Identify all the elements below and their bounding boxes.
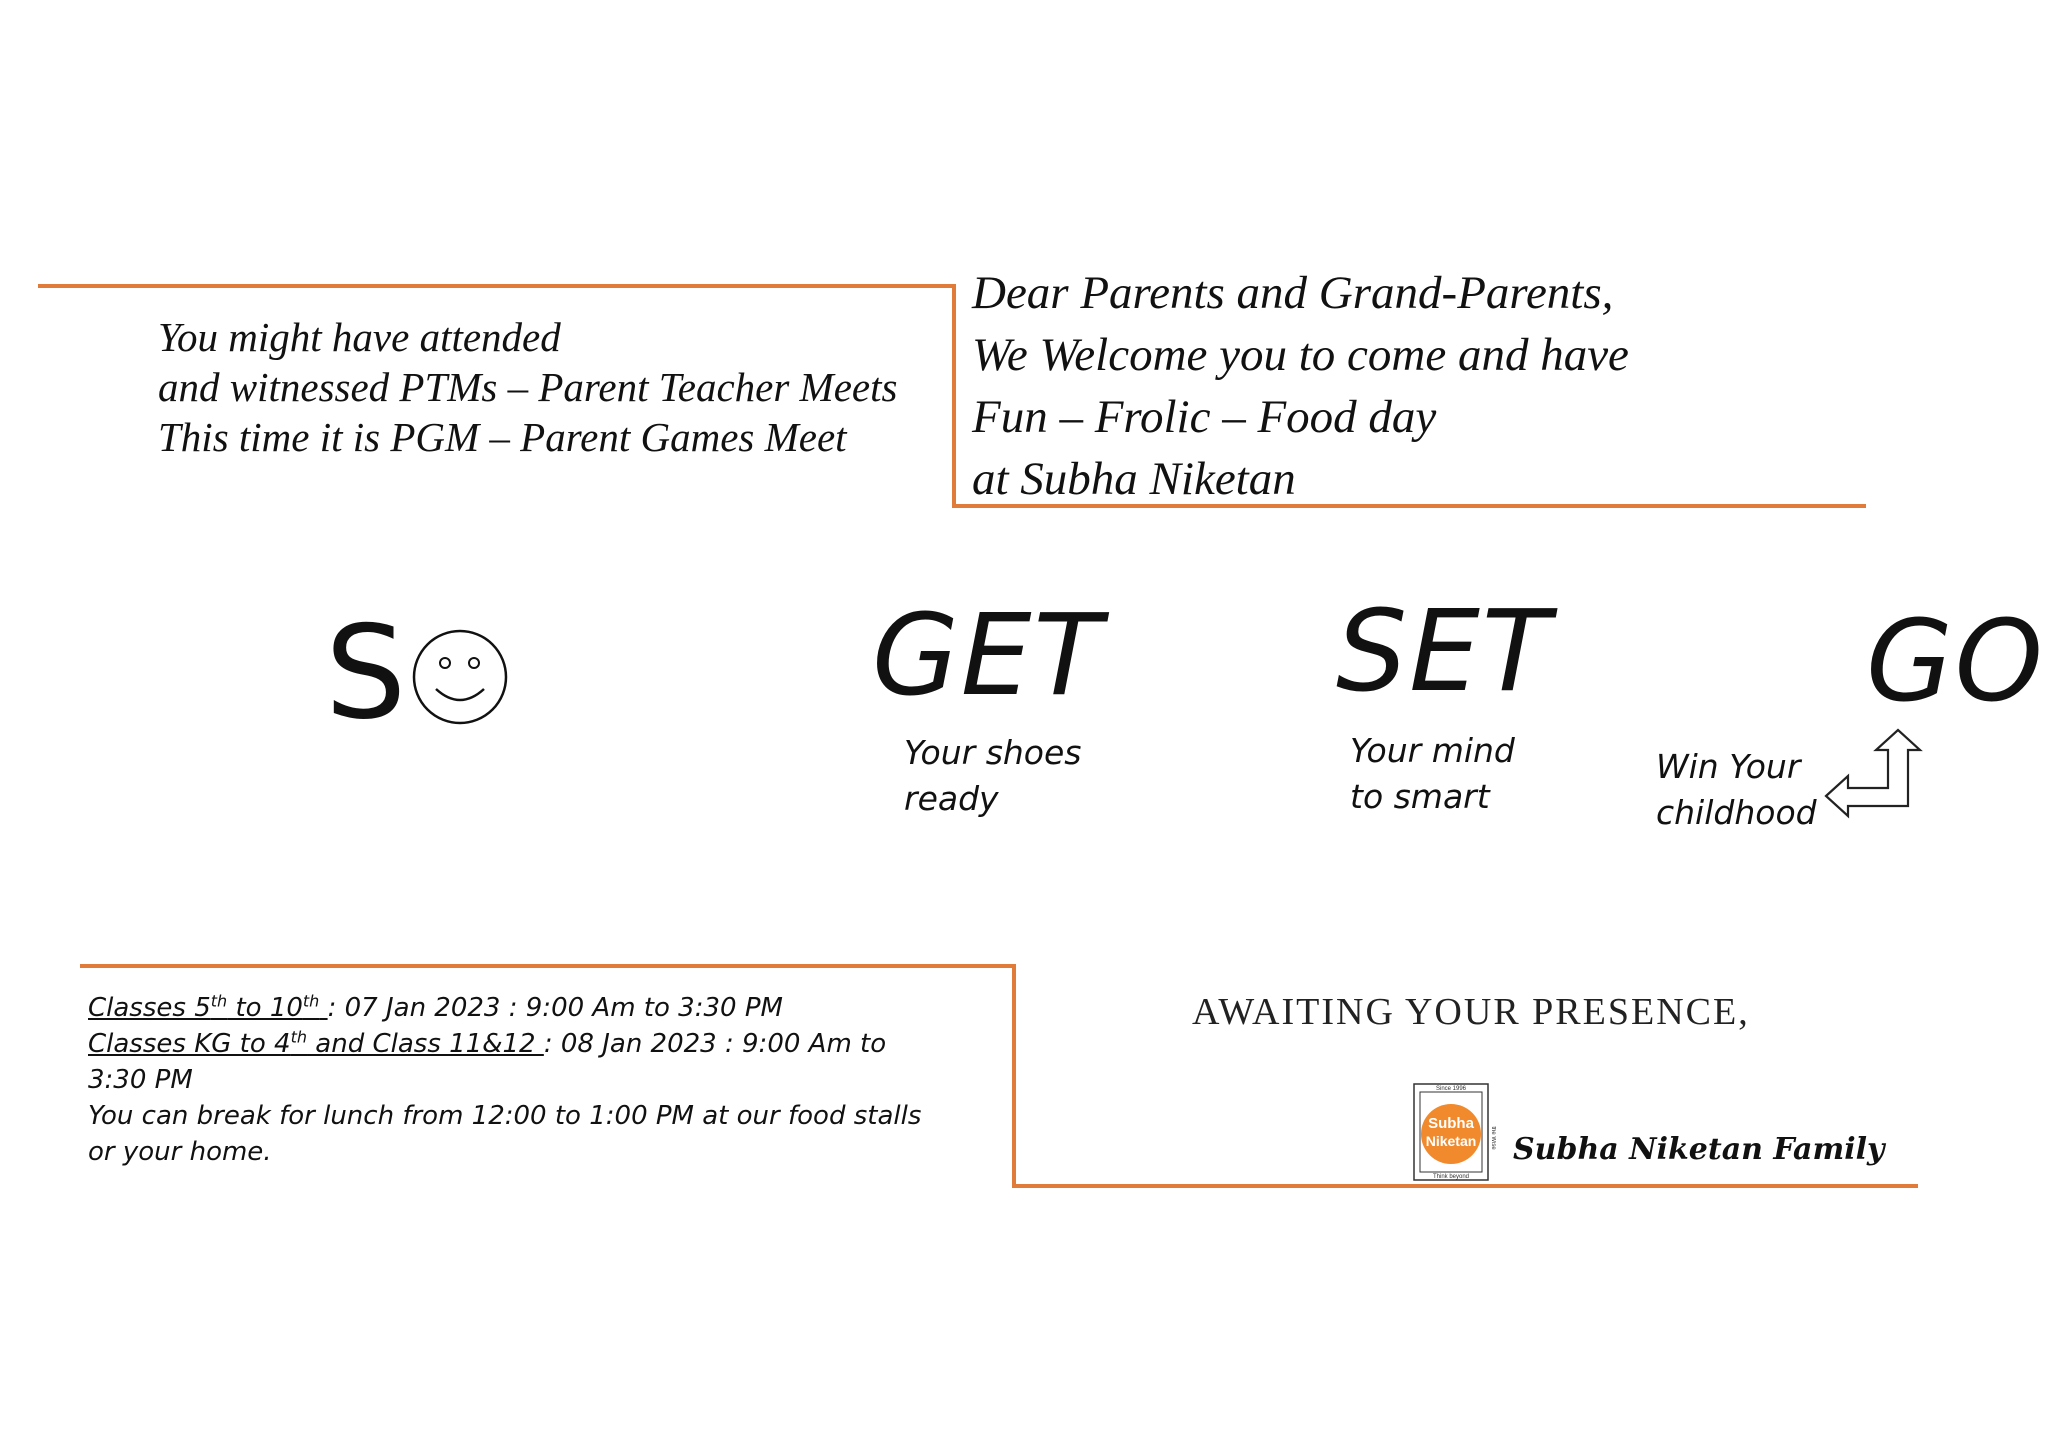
schedule-row-2-value: : 08 Jan 2023 : 9:00 Am to 3:30 PM [88, 1029, 887, 1095]
welcome-line-3: Fun – Frolic – Food day [972, 391, 1437, 443]
go-sub-line-2: childhood [1656, 793, 1817, 832]
top-left-rule [38, 284, 956, 288]
go-subtext [1656, 744, 1817, 836]
go-word: GO [1866, 597, 2045, 727]
smiley-face-icon [410, 627, 510, 727]
schedule-row-2-label: Classes KG to 4th and Class 11&12 [88, 1027, 544, 1059]
welcome-line-4: at Subha Niketan [972, 453, 1296, 505]
bottom-left-rule [80, 964, 1016, 968]
schedule-note: You can break for lunch from 12:00 to 1:00 PM at our food stalls or your home. [88, 1101, 922, 1167]
intro-line-1: You might have attended [158, 314, 561, 360]
intro-line-2: and witnessed PTMs – Parent Teacher Meets [158, 364, 898, 410]
schedule-block [88, 990, 948, 1170]
schedule-row-1-value: : 07 Jan 2023 : 9:00 Am to 3:30 PM [327, 993, 783, 1023]
svg-text:Since 1996: Since 1996 [1435, 1086, 1467, 1092]
set-sub-line-2: to smart [1350, 777, 1490, 816]
set-word: SET [1336, 587, 1553, 717]
intro-line-3: This time it is PGM – Parent Games Meet [158, 414, 847, 460]
welcome-text [972, 262, 1629, 510]
set-subtext [1350, 728, 1515, 820]
turn-up-arrow-icon [1818, 728, 1928, 820]
signature-text: Subha Niketan Family [1513, 1132, 1885, 1167]
go-sub-line-1: Win Your [1656, 747, 1801, 786]
welcome-line-1: Dear Parents and Grand-Parents, [972, 267, 1614, 319]
schedule-row-1 [88, 990, 948, 1026]
svg-text:Think beyond: Think beyond [1432, 1174, 1470, 1180]
get-word: GET [872, 591, 1104, 721]
awaiting-heading: AWAITING YOUR PRESENCE, [1192, 991, 1750, 1033]
schedule-row-1-label: Classes 5th to 10th [88, 991, 320, 1023]
so-slogan [325, 599, 510, 748]
get-sub-line-2: ready [904, 779, 999, 818]
svg-text:Niketan: Niketan [1425, 1133, 1477, 1149]
top-middle-vertical-rule [952, 284, 956, 508]
so-letter: S [325, 599, 407, 748]
set-sub-line-1: Your mind [1350, 731, 1515, 770]
subha-niketan-logo [1410, 1078, 1496, 1188]
bottom-middle-vertical-rule [1012, 964, 1016, 1188]
welcome-line-2: We Welcome you to come and have [972, 329, 1629, 381]
intro-text [158, 312, 897, 462]
svg-text:Subha: Subha [1428, 1115, 1474, 1132]
get-subtext [904, 730, 1082, 822]
svg-text:the Wise: the Wise [1490, 1126, 1496, 1150]
schedule-row-2 [88, 1026, 948, 1098]
get-sub-line-1: Your shoes [904, 733, 1082, 772]
